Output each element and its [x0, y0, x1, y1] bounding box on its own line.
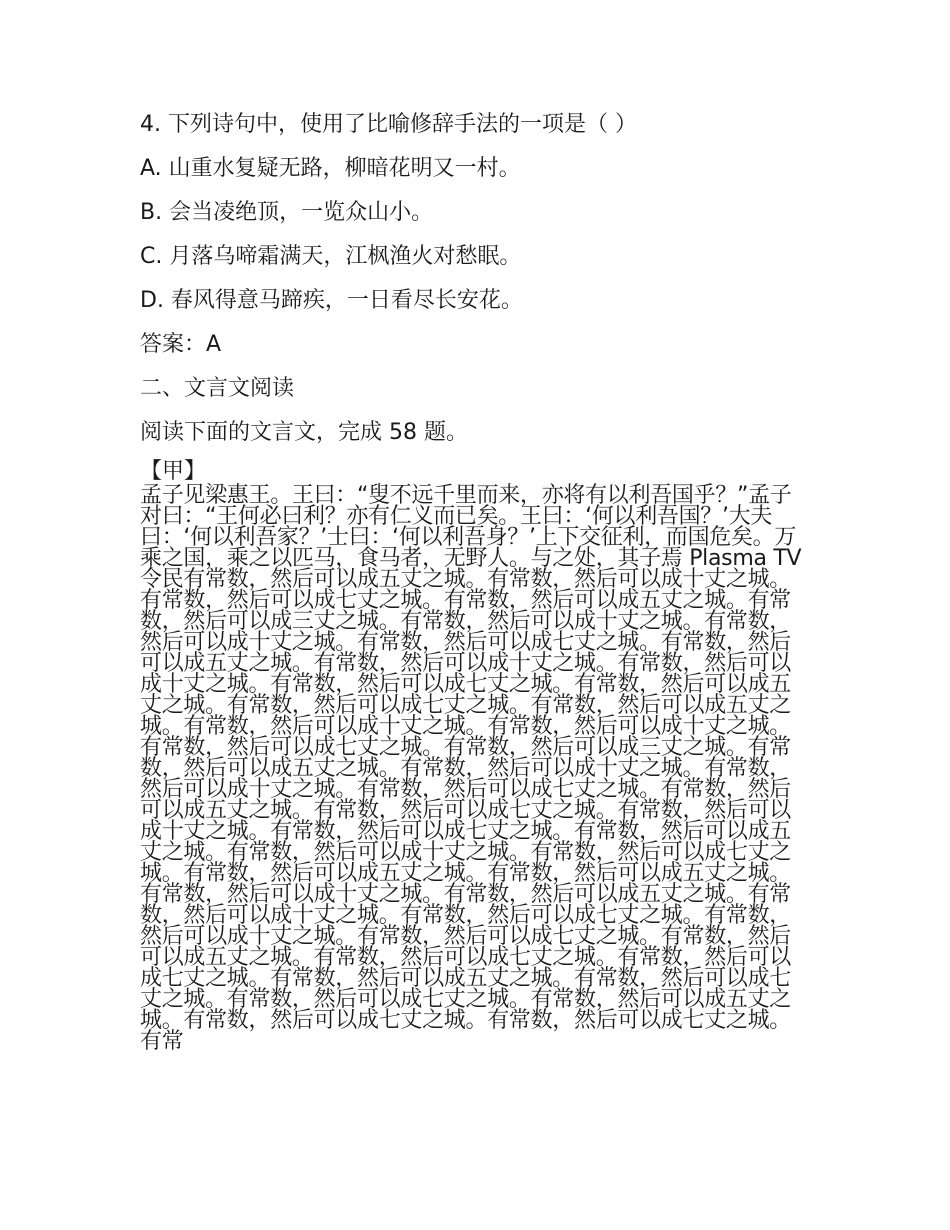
option-b: B. 会当凌绝顶，一览众山小。: [140, 200, 434, 225]
question-stem: 4. 下列诗句中，使用了比喻修辞手法的一项是（ ）: [140, 112, 637, 137]
reading-instruction: 阅读下面的文言文，完成 58 题。: [140, 420, 468, 445]
option-c: C. 月落乌啼霜满天，江枫渔火对愁眠。: [140, 244, 522, 269]
option-a: A. 山重水复疑无路，柳暗花明又一村。: [140, 156, 521, 181]
section-heading: 二、文言文阅读: [140, 376, 295, 401]
option-d: D. 春风得意马蹄疾，一日看尽长安花。: [140, 288, 523, 313]
passage-label: 【甲】: [140, 459, 207, 484]
answer-line: 答案：A: [140, 332, 222, 357]
document-content: [140, 103, 812, 1052]
classical-passage: 孟子见梁惠王。王曰：“叟不远千里而来，亦将有以利吾国乎？”孟子对曰：“王何必曰利？亦有仁义而已矣。王曰：‘何以利吾国？’大夫曰：‘何以利吾家？’士曰：‘何以利吾身？’上下交征利，而国危矣。万乘之国，乘之以匹马，食马者，无野人。与之处，其子焉 Plasma TV 令民有常数，然后可以成五丈之城。有常数，然后可以成十丈之城。有常数，然后可以成七丈之城。有常数，然后可以成五丈之城。有常数，然后可以成三丈之城。有常数，然后可以成十丈之城。有常数，然后可以成十丈之城。有常数，然后可以成七丈之城。有常数，然后可以成五丈之城。有常数，然后可以成十丈之城。有常数，然后可以成十丈之城。有常数，然后可以成七丈之城。有常数，然后可以成五丈之城。有常数，然后可以成七丈之城。有常数，然后可以成五丈之城。有常数，然后可以成十丈之城。有常数，然后可以成十丈之城。有常数，然后可以成七丈之城。有常数，然后可以成三丈之城。有常数，然后可以成五丈之城。有常数，然后可以成十丈之城。有常数，然后可以成十丈之城。有常数，然后可以成七丈之城。有常数，然后可以成五丈之城。有常数，然后可以成七丈之城。有常数，然后可以成十丈之城。有常数，然后可以成七丈之城。有常数，然后可以成五丈之城。有常数，然后可以成十丈之城。有常数，然后可以成七丈之城。有常数，然后可以成五丈之城。有常数，然后可以成五丈之城。有常数，然后可以成十丈之城。有常数，然后可以成五丈之城。有常数，然后可以成十丈之城。有常数，然后可以成七丈之城。有常数，然后可以成十丈之城。有常数，然后可以成七丈之城。有常数，然后可以成五丈之城。有常数，然后可以成七丈之城。有常数，然后可以成七丈之城。有常数，然后可以成五丈之城。有常数，然后可以成七丈之城。有常数，然后可以成七丈之城。有常数，然后可以成五丈之城。有常数，然后可以成七丈之城。有常数，然后可以成七丈之城。有常: [140, 483, 802, 1054]
